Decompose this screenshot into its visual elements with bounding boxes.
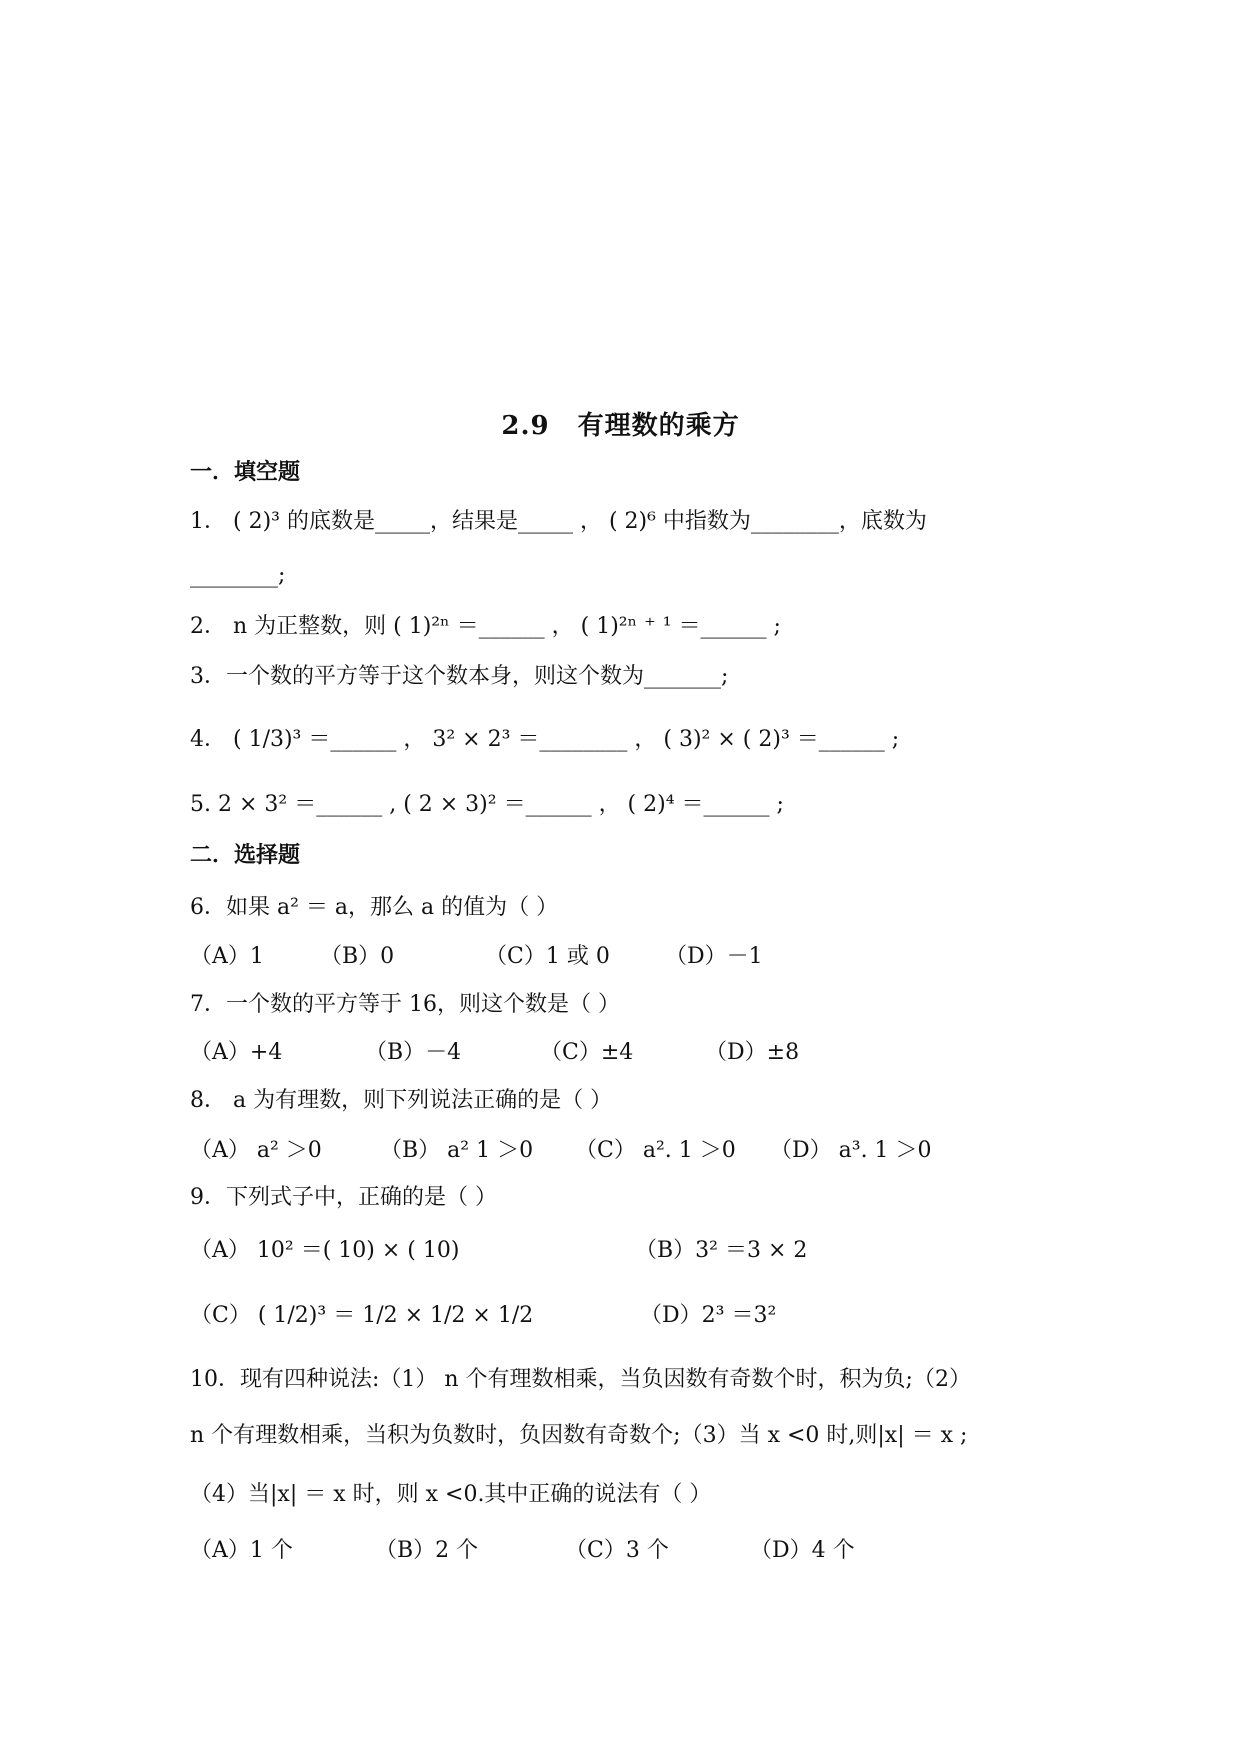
- section-title: 有理数的乘方: [577, 411, 740, 441]
- question-9: 9．下列式子中，正确的是（ ）: [190, 1185, 497, 1210]
- page-title: [0, 405, 1241, 442]
- question-9-option-a: （A） 10² ＝( 10) × ( 10): [190, 1238, 460, 1263]
- question-2: 2． n 为正整数，则 ( 1)²ⁿ ＝______ ， ( 1)²ⁿ ⁺ ¹ ＝______ ;: [190, 614, 781, 639]
- question-3: 3．一个数的平方等于这个数本身，则这个数为_______;: [190, 664, 729, 689]
- question-7: 7．一个数的平方等于 16，则这个数是（ ）: [190, 992, 620, 1017]
- question-7-option-c: （C）±4: [540, 1040, 634, 1065]
- question-8-option-b: （B） a² 1 ＞0: [380, 1138, 534, 1163]
- question-8-option-c: （C） a². 1 ＞0: [575, 1138, 736, 1163]
- question-6: 6．如果 a² ＝ a，那么 a 的值为（ ）: [190, 895, 559, 920]
- question-10-option-a: （A）1 个: [190, 1538, 293, 1563]
- question-1-line-1: 1． ( 2)³ 的底数是_____，结果是_____ ， ( 2)⁶ 中指数为________，底数为: [190, 509, 927, 534]
- section-number: 2.9: [501, 411, 550, 441]
- question-10-line-2: n 个有理数相乘，当积为负数时，负因数有奇数个;（3）当 x <0 时,则|x| ＝ x ;: [190, 1423, 968, 1448]
- question-7-option-b: （B）－4: [365, 1040, 462, 1065]
- question-10-option-d: （D）4 个: [750, 1538, 855, 1563]
- question-10-line-1: 10．现有四种说法:（1） n 个有理数相乘，当负因数有奇数个时，积为负;（2）: [190, 1367, 971, 1392]
- question-6-option-b: （B）0: [320, 944, 395, 969]
- question-1-line-2: ________;: [190, 563, 286, 588]
- question-8-option-d: （D） a³. 1 ＞0: [770, 1138, 932, 1163]
- section-choice-heading: 二．选择题: [190, 842, 301, 868]
- question-10-option-b: （B）2 个: [375, 1538, 479, 1563]
- question-8: 8． a 为有理数，则下列说法正确的是（ ）: [190, 1088, 613, 1113]
- question-8-option-a: （A） a² ＞0: [190, 1138, 322, 1163]
- question-10-line-3: （4）当|x| ＝ x 时，则 x <0.其中正确的说法有（ ）: [190, 1482, 712, 1507]
- question-9-option-b: （B）3² ＝3 × 2: [635, 1238, 808, 1263]
- question-6-option-c: （C）1 或 0: [485, 944, 610, 969]
- question-7-option-a: （A）+4: [190, 1040, 283, 1065]
- question-5: 5. 2 × 3² ＝______ , ( 2 × 3)² ＝______ ， ( 2)⁴ ＝______ ;: [190, 792, 784, 817]
- question-7-option-d: （D）±8: [705, 1040, 800, 1065]
- question-9-option-c: （C） ( 1/2)³ ＝ 1/2 × 1/2 × 1/2: [190, 1303, 534, 1328]
- question-6-option-d: （D）－1: [665, 944, 763, 969]
- question-10-option-c: （C）3 个: [565, 1538, 669, 1563]
- section-fill-blank-heading: 一．填空题: [190, 459, 301, 485]
- question-4: 4． ( 1/3)³ ＝______ ， 3² × 2³ ＝________ ， ( 3)² × ( 2)³ ＝______ ;: [190, 727, 900, 752]
- question-6-option-a: （A）1: [190, 944, 264, 969]
- question-9-option-d: （D）2³ ＝3²: [640, 1303, 777, 1328]
